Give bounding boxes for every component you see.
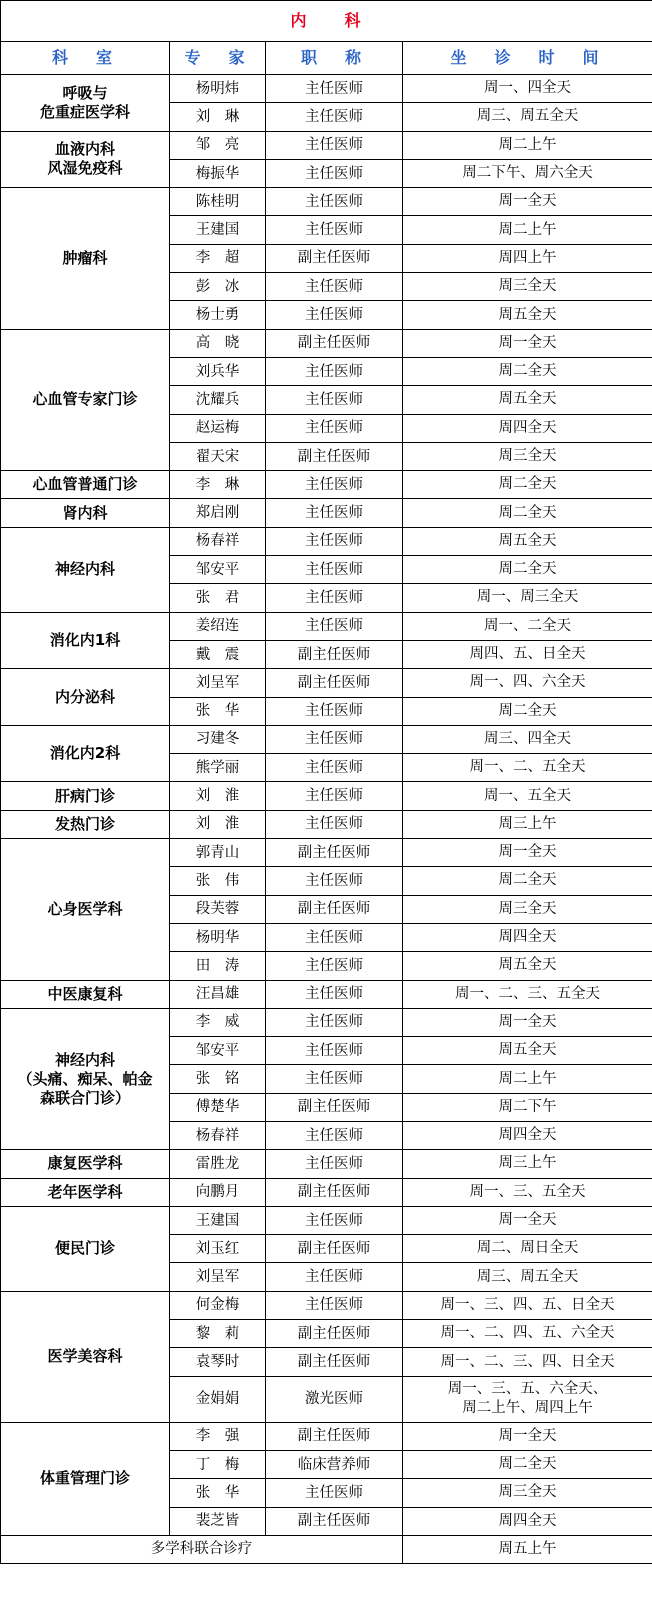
table-row bbox=[1, 1206, 652, 1234]
schedule-cell: 周二全天 bbox=[403, 556, 652, 584]
schedule-cell: 周一、四全天 bbox=[403, 75, 652, 103]
department-cell: 神经内科 （头痛、痴呆、帕金 森联合门诊） bbox=[1, 1008, 170, 1149]
doctor-cell: 李 强 bbox=[170, 1422, 266, 1450]
schedule-cell: 周一、五全天 bbox=[403, 782, 652, 810]
doctor-cell: 郭青山 bbox=[170, 839, 266, 867]
title-cell: 主任医师 bbox=[266, 867, 403, 895]
schedule-cell: 周一全天 bbox=[403, 1206, 652, 1234]
department-cell: 心血管专家门诊 bbox=[1, 329, 170, 470]
doctor-cell: 郑启刚 bbox=[170, 499, 266, 527]
header-row bbox=[1, 42, 652, 75]
schedule-cell: 周三、周五全天 bbox=[403, 103, 652, 131]
schedule-cell: 周五全天 bbox=[403, 1037, 652, 1065]
title-cell: 主任医师 bbox=[266, 1150, 403, 1178]
doctor-cell: 赵运梅 bbox=[170, 414, 266, 442]
department-cell: 神经内科 bbox=[1, 527, 170, 612]
doctor-cell: 邹安平 bbox=[170, 1037, 266, 1065]
schedule-cell: 周一、三、四、五、日全天 bbox=[403, 1291, 652, 1319]
doctor-cell: 张 君 bbox=[170, 584, 266, 612]
doctor-cell: 刘 淮 bbox=[170, 782, 266, 810]
title-cell: 主任医师 bbox=[266, 584, 403, 612]
schedule-cell: 周四全天 bbox=[403, 1507, 652, 1535]
doctor-cell: 何金梅 bbox=[170, 1291, 266, 1319]
title-cell: 副主任医师 bbox=[266, 1422, 403, 1450]
doctor-cell: 熊学丽 bbox=[170, 754, 266, 782]
doctor-cell: 高 晓 bbox=[170, 329, 266, 357]
department-cell: 康复医学科 bbox=[1, 1150, 170, 1178]
title-cell: 主任医师 bbox=[266, 1206, 403, 1234]
title-cell: 激光医师 bbox=[266, 1376, 403, 1422]
table-row bbox=[1, 1422, 652, 1450]
department-cell: 便民门诊 bbox=[1, 1206, 170, 1291]
doctor-cell: 杨春祥 bbox=[170, 1121, 266, 1149]
title-cell: 主任医师 bbox=[266, 527, 403, 555]
doctor-cell: 杨士勇 bbox=[170, 301, 266, 329]
department-cell: 心血管普通门诊 bbox=[1, 471, 170, 499]
doctor-cell: 翟天宋 bbox=[170, 442, 266, 470]
schedule-cell: 周二、周日全天 bbox=[403, 1235, 652, 1263]
schedule-cell: 周二下午、周六全天 bbox=[403, 159, 652, 187]
table-row bbox=[1, 839, 652, 867]
doctor-cell: 刘 琳 bbox=[170, 103, 266, 131]
title-cell: 主任医师 bbox=[266, 952, 403, 980]
department-cell: 肾内科 bbox=[1, 499, 170, 527]
schedule-cell: 周一、二、三、四、日全天 bbox=[403, 1348, 652, 1376]
title-cell: 主任医师 bbox=[266, 754, 403, 782]
doctor-cell: 张 伟 bbox=[170, 867, 266, 895]
schedule-cell: 周三上午 bbox=[403, 810, 652, 838]
doctor-cell: 邹安平 bbox=[170, 556, 266, 584]
department-cell: 消化内2科 bbox=[1, 725, 170, 782]
schedule-cell: 周一、二、四、五、六全天 bbox=[403, 1320, 652, 1348]
doctor-cell: 彭 冰 bbox=[170, 273, 266, 301]
schedule-cell: 周五上午 bbox=[403, 1535, 652, 1563]
table-row bbox=[1, 725, 652, 753]
doctor-cell: 杨春祥 bbox=[170, 527, 266, 555]
schedule-cell: 周五全天 bbox=[403, 301, 652, 329]
schedule-cell: 周二全天 bbox=[403, 471, 652, 499]
title-cell: 副主任医师 bbox=[266, 1178, 403, 1206]
doctor-cell: 向鹏月 bbox=[170, 1178, 266, 1206]
schedule-cell: 周四全天 bbox=[403, 414, 652, 442]
multidisciplinary-label: 多学科联合诊疗 bbox=[1, 1535, 403, 1563]
title-cell: 副主任医师 bbox=[266, 839, 403, 867]
schedule-cell: 周一、二、三、五全天 bbox=[403, 980, 652, 1008]
table-row bbox=[1, 131, 652, 159]
schedule-cell: 周二上午 bbox=[403, 131, 652, 159]
doctor-cell: 裴芝皆 bbox=[170, 1507, 266, 1535]
doctor-cell: 刘呈军 bbox=[170, 669, 266, 697]
table-row bbox=[1, 499, 652, 527]
title-cell: 主任医师 bbox=[266, 1121, 403, 1149]
doctor-cell: 沈耀兵 bbox=[170, 386, 266, 414]
doctor-cell: 姜绍连 bbox=[170, 612, 266, 640]
department-cell: 内分泌科 bbox=[1, 669, 170, 726]
schedule-cell: 周二全天 bbox=[403, 697, 652, 725]
doctor-cell: 汪昌雄 bbox=[170, 980, 266, 1008]
title-cell: 主任医师 bbox=[266, 782, 403, 810]
title-cell: 主任医师 bbox=[266, 188, 403, 216]
table-row bbox=[1, 471, 652, 499]
schedule-cell: 周四、五、日全天 bbox=[403, 640, 652, 668]
schedule-cell: 周二全天 bbox=[403, 499, 652, 527]
doctor-cell: 刘玉红 bbox=[170, 1235, 266, 1263]
title-cell: 副主任医师 bbox=[266, 669, 403, 697]
title-cell: 主任医师 bbox=[266, 612, 403, 640]
schedule-cell: 周一全天 bbox=[403, 1008, 652, 1036]
title-cell: 副主任医师 bbox=[266, 1507, 403, 1535]
schedule-cell: 周一、三、五、六全天、 周二上午、周四上午 bbox=[403, 1376, 652, 1422]
department-cell: 呼吸与 危重症医学科 bbox=[1, 75, 170, 132]
table-row bbox=[1, 1150, 652, 1178]
table-row bbox=[1, 527, 652, 555]
table-row bbox=[1, 1178, 652, 1206]
table-row bbox=[1, 612, 652, 640]
schedule-cell: 周一全天 bbox=[403, 188, 652, 216]
title-cell: 主任医师 bbox=[266, 1008, 403, 1036]
title-row bbox=[1, 1, 652, 42]
doctor-cell: 刘呈军 bbox=[170, 1263, 266, 1291]
doctor-cell: 李 超 bbox=[170, 244, 266, 272]
title-cell: 主任医师 bbox=[266, 414, 403, 442]
title-cell: 主任医师 bbox=[266, 810, 403, 838]
title-cell: 主任医师 bbox=[266, 556, 403, 584]
doctor-cell: 习建冬 bbox=[170, 725, 266, 753]
title-cell: 副主任医师 bbox=[266, 244, 403, 272]
table-row bbox=[1, 1008, 652, 1036]
title-cell: 主任医师 bbox=[266, 725, 403, 753]
doctor-cell: 田 涛 bbox=[170, 952, 266, 980]
schedule-cell: 周三、四全天 bbox=[403, 725, 652, 753]
title-cell: 主任医师 bbox=[266, 357, 403, 385]
doctor-cell: 王建国 bbox=[170, 216, 266, 244]
title-cell: 主任医师 bbox=[266, 386, 403, 414]
doctor-cell: 傅楚华 bbox=[170, 1093, 266, 1121]
schedule-cell: 周五全天 bbox=[403, 386, 652, 414]
schedule-cell: 周二全天 bbox=[403, 867, 652, 895]
doctor-cell: 戴 震 bbox=[170, 640, 266, 668]
title-cell: 主任医师 bbox=[266, 103, 403, 131]
schedule-cell: 周一全天 bbox=[403, 1422, 652, 1450]
column-header-doctor: 专 家 bbox=[170, 42, 266, 75]
doctor-cell: 王建国 bbox=[170, 1206, 266, 1234]
doctor-cell: 刘兵华 bbox=[170, 357, 266, 385]
schedule-cell: 周一、周三全天 bbox=[403, 584, 652, 612]
doctor-cell: 张 华 bbox=[170, 1479, 266, 1507]
schedule-cell: 周一、二全天 bbox=[403, 612, 652, 640]
department-cell: 医学美容科 bbox=[1, 1291, 170, 1422]
department-cell: 肝病门诊 bbox=[1, 782, 170, 810]
schedule-cell: 周一全天 bbox=[403, 839, 652, 867]
schedule-cell: 周四上午 bbox=[403, 244, 652, 272]
department-cell: 血液内科 风湿免疫科 bbox=[1, 131, 170, 188]
schedule-cell: 周二上午 bbox=[403, 1065, 652, 1093]
doctor-cell: 袁琴时 bbox=[170, 1348, 266, 1376]
title-cell: 副主任医师 bbox=[266, 1348, 403, 1376]
page-title: 内 科 bbox=[1, 1, 652, 42]
doctor-cell: 杨明炜 bbox=[170, 75, 266, 103]
department-cell: 肿瘤科 bbox=[1, 188, 170, 329]
schedule-cell: 周三上午 bbox=[403, 1150, 652, 1178]
title-cell: 主任医师 bbox=[266, 159, 403, 187]
schedule-cell: 周三全天 bbox=[403, 1479, 652, 1507]
title-cell: 主任医师 bbox=[266, 980, 403, 1008]
footer-row bbox=[1, 1535, 652, 1563]
table-row bbox=[1, 782, 652, 810]
table-row bbox=[1, 188, 652, 216]
doctor-cell: 段芙蓉 bbox=[170, 895, 266, 923]
schedule-cell: 周一、二、五全天 bbox=[403, 754, 652, 782]
doctor-cell: 黎 莉 bbox=[170, 1320, 266, 1348]
title-cell: 主任医师 bbox=[266, 499, 403, 527]
title-cell: 主任医师 bbox=[266, 1263, 403, 1291]
schedule-cell: 周三全天 bbox=[403, 273, 652, 301]
schedule-cell: 周三全天 bbox=[403, 442, 652, 470]
title-cell: 主任医师 bbox=[266, 923, 403, 951]
doctor-cell: 邹 亮 bbox=[170, 131, 266, 159]
doctor-cell: 雷胜龙 bbox=[170, 1150, 266, 1178]
title-cell: 主任医师 bbox=[266, 131, 403, 159]
title-cell: 主任医师 bbox=[266, 1291, 403, 1319]
table-row bbox=[1, 1291, 652, 1319]
title-cell: 主任医师 bbox=[266, 216, 403, 244]
schedule-cell: 周二上午 bbox=[403, 216, 652, 244]
column-header-schedule: 坐 诊 时 间 bbox=[403, 42, 652, 75]
table-row bbox=[1, 75, 652, 103]
schedule-cell: 周五全天 bbox=[403, 527, 652, 555]
title-cell: 临床营养师 bbox=[266, 1450, 403, 1478]
doctor-cell: 陈桂明 bbox=[170, 188, 266, 216]
title-cell: 主任医师 bbox=[266, 301, 403, 329]
doctor-cell: 李 琳 bbox=[170, 471, 266, 499]
schedule-cell: 周一、三、五全天 bbox=[403, 1178, 652, 1206]
doctor-cell: 丁 梅 bbox=[170, 1450, 266, 1478]
schedule-cell: 周四全天 bbox=[403, 1121, 652, 1149]
title-cell: 主任医师 bbox=[266, 1479, 403, 1507]
table-row bbox=[1, 669, 652, 697]
department-cell: 中医康复科 bbox=[1, 980, 170, 1008]
schedule-cell: 周二下午 bbox=[403, 1093, 652, 1121]
schedule-cell: 周三、周五全天 bbox=[403, 1263, 652, 1291]
title-cell: 主任医师 bbox=[266, 697, 403, 725]
schedule-cell: 周一、四、六全天 bbox=[403, 669, 652, 697]
title-cell: 副主任医师 bbox=[266, 1320, 403, 1348]
title-cell: 主任医师 bbox=[266, 1065, 403, 1093]
doctor-cell: 张 铭 bbox=[170, 1065, 266, 1093]
title-cell: 主任医师 bbox=[266, 75, 403, 103]
schedule-cell: 周五全天 bbox=[403, 952, 652, 980]
title-cell: 副主任医师 bbox=[266, 1235, 403, 1263]
table-row bbox=[1, 980, 652, 1008]
department-cell: 心身医学科 bbox=[1, 839, 170, 980]
department-cell: 发热门诊 bbox=[1, 810, 170, 838]
title-cell: 副主任医师 bbox=[266, 895, 403, 923]
schedule-cell: 周一全天 bbox=[403, 329, 652, 357]
column-header-department: 科 室 bbox=[1, 42, 170, 75]
title-cell: 副主任医师 bbox=[266, 329, 403, 357]
department-cell: 体重管理门诊 bbox=[1, 1422, 170, 1535]
schedule-cell: 周二全天 bbox=[403, 357, 652, 385]
schedule-cell: 周四全天 bbox=[403, 923, 652, 951]
title-cell: 副主任医师 bbox=[266, 1093, 403, 1121]
title-cell: 主任医师 bbox=[266, 273, 403, 301]
title-cell: 副主任医师 bbox=[266, 640, 403, 668]
doctor-cell: 李 威 bbox=[170, 1008, 266, 1036]
table-row bbox=[1, 810, 652, 838]
doctor-cell: 张 华 bbox=[170, 697, 266, 725]
doctor-cell: 刘 淮 bbox=[170, 810, 266, 838]
title-cell: 副主任医师 bbox=[266, 442, 403, 470]
doctor-cell: 金娟娟 bbox=[170, 1376, 266, 1422]
doctor-cell: 梅振华 bbox=[170, 159, 266, 187]
schedule-cell: 周二全天 bbox=[403, 1450, 652, 1478]
title-cell: 主任医师 bbox=[266, 1037, 403, 1065]
table-row bbox=[1, 329, 652, 357]
schedule-cell: 周三全天 bbox=[403, 895, 652, 923]
doctor-cell: 杨明华 bbox=[170, 923, 266, 951]
title-cell: 主任医师 bbox=[266, 471, 403, 499]
column-header-title: 职 称 bbox=[266, 42, 403, 75]
department-cell: 消化内1科 bbox=[1, 612, 170, 669]
department-cell: 老年医学科 bbox=[1, 1178, 170, 1206]
